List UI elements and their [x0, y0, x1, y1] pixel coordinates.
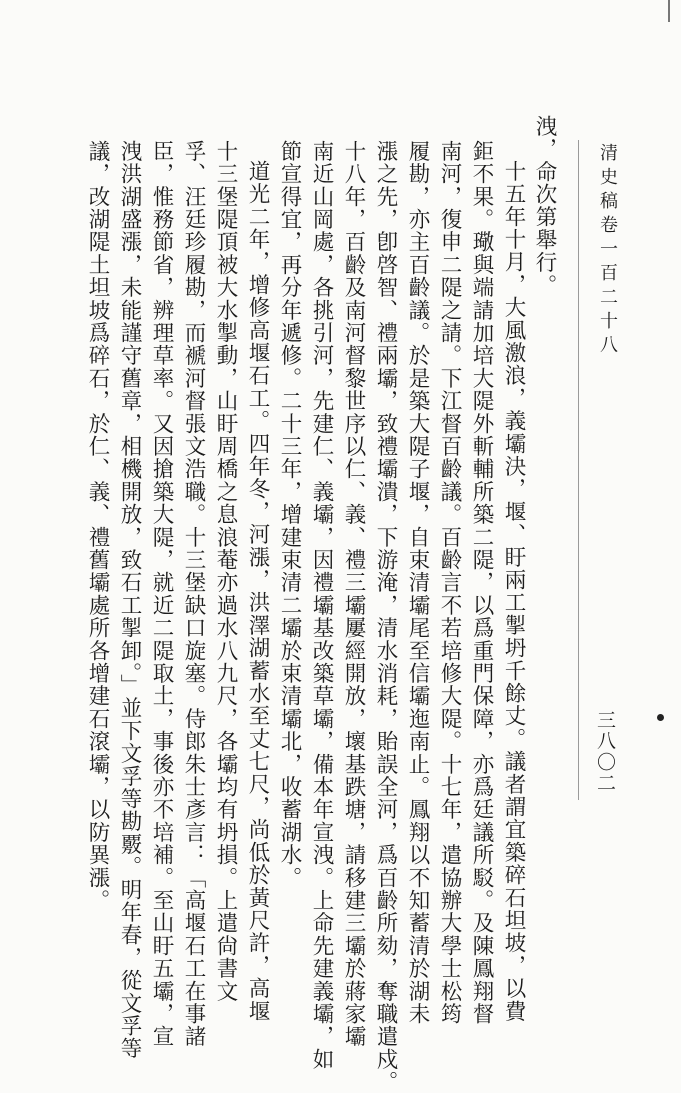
ink-dot [657, 714, 664, 721]
text-column-1: 洩，命次第舉行。 [532, 115, 557, 297]
page-number: 三八〇二 [594, 710, 616, 794]
text-column-6: 漲之先，卽啓智、禮兩壩，致禮壩潰，下游淹，清水消耗，貽誤全河，爲百齡所劾，奪職遣戍。 [373, 140, 398, 1093]
text-column-7: 十八年，百齡及南河督黎世序以仁、義、禮三壩屢經開放，壞基跌塘，請移建三壩於蔣家壩 [341, 140, 366, 1048]
text-column-14: 洩洪湖盛漲，未能謹守舊章，相機開放，致石工掣卸。」並下文孚等勘覈。明年春，從文孚等 [117, 140, 142, 1060]
text-column-15: 議，改湖隄土坦坡爲碎石，於仁、義、禮舊壩處所各增建石滾壩，以防異漲。 [85, 140, 110, 912]
text-column-8: 南近山岡處，各挑引河，先建仁、義壩，因禮壩基改築草壩，備本年宣洩。上命先建義壩，如 [309, 140, 334, 1071]
text-column-12: 孚、汪廷珍履勘，而褫河督張文浩職。十三堡缺口旋塞。侍郎朱士彥言：「高堰石工在事諸 [181, 140, 206, 1048]
text-column-13: 臣，惟務節省，辨理草率。又因搶築大隄，就近二隄取土，事後亦不培補。至山盱五壩，宣 [149, 140, 174, 1048]
text-column-9: 節宣得宜，再分年遞修。二十三年，增建束清二壩於束清壩北，收蓄湖水。 [277, 140, 302, 890]
text-column-11: 十三堡隄頂被大水掣動，山盱周橋之息浪菴亦過水八九尺，各壩均有坍損。上遣尙書文 [213, 140, 238, 1003]
scan-edge-mark [668, 0, 670, 22]
text-column-4: 南河，復申二隄之請。下江督百齡議。百齡言不若培修大隄。十七年，遣協辦大學士松筠 [437, 140, 462, 1026]
margin-rule [578, 140, 579, 800]
running-title: 清史稿卷一百二十八 [597, 143, 618, 359]
text-column-2: 十五年十月，大風激浪，義壩決，堰、盱兩工掣坍千餘丈。議者謂宜築碎石坦坡，以費 [501, 160, 526, 1023]
text-column-10: 道光二年，增修高堰石工。四年冬，河漲，洪澤湖蓄水至丈七尺，尚低於黃尺許，高堰 [245, 160, 270, 1023]
text-column-5: 履勘，亦主百齡議。於是築大隄子堰，自束清壩尾至信壩迤南止。鳳翔以不知蓄清於湖未 [405, 140, 430, 1026]
text-column-3: 鉅不果。璥與端請加培大隄外斬輔所築二隄，以爲重門保障，亦爲廷議所駁。及陳鳳翔督 [469, 140, 494, 1026]
